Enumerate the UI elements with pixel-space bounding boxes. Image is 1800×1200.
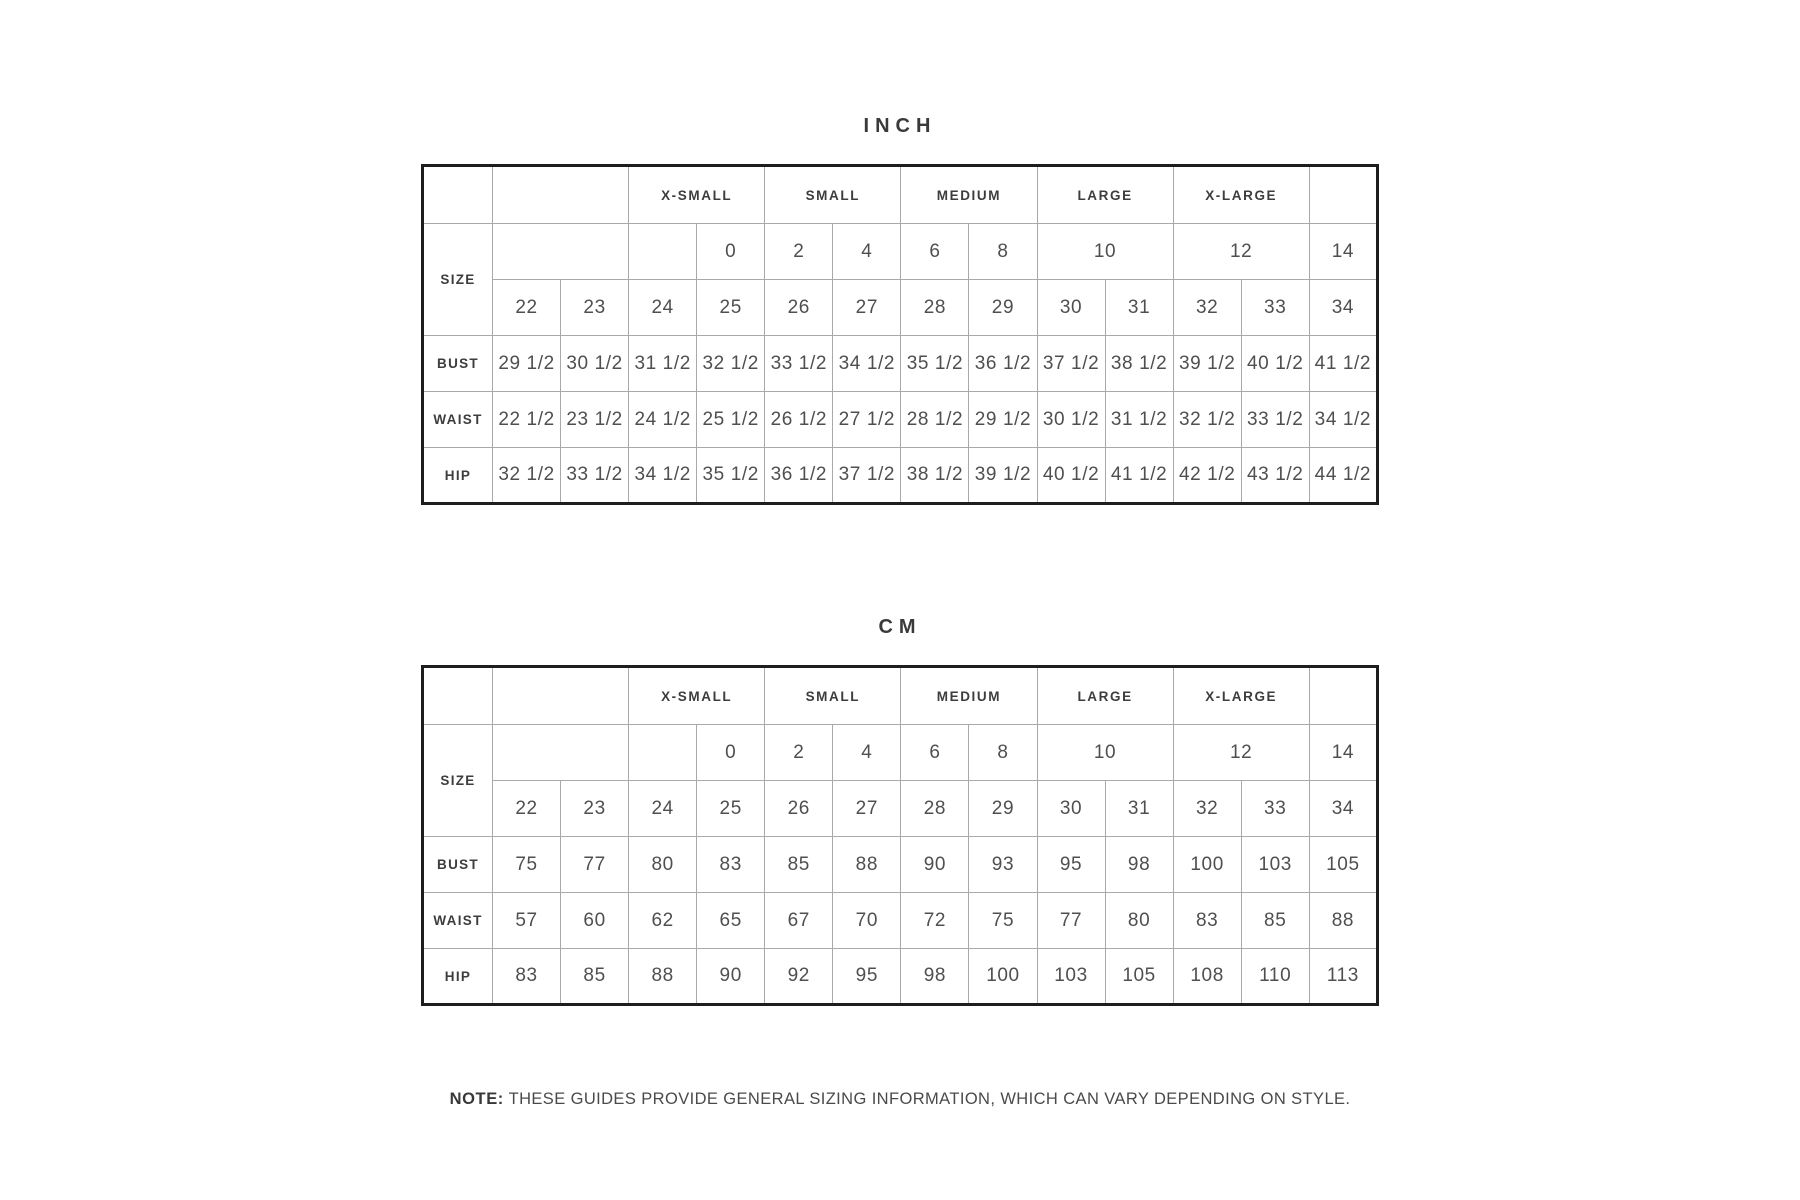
group-header-small: SMALL <box>765 667 901 725</box>
note-label: NOTE: <box>449 1090 504 1108</box>
us-size-spacer <box>629 224 697 280</box>
measurement-cell: 62 <box>629 893 697 949</box>
group-header-x-large: X-LARGE <box>1173 667 1309 725</box>
row-label-waist: WAIST <box>423 893 493 949</box>
measurement-cell: 32 1/2 <box>697 336 765 392</box>
measurement-cell: 37 1/2 <box>1037 336 1105 392</box>
intl-size-cell: 34 <box>1309 781 1377 837</box>
intl-size-cell: 32 <box>1173 781 1241 837</box>
us-size-cell: 12 <box>1173 725 1309 781</box>
intl-size-cell: 27 <box>833 280 901 336</box>
measurement-cell: 67 <box>765 893 833 949</box>
measurement-cell: 43 1/2 <box>1241 448 1309 504</box>
group-header-spacer <box>493 166 629 224</box>
measurement-cell: 88 <box>1309 893 1377 949</box>
measurement-cell: 108 <box>1173 949 1241 1005</box>
measurement-cell: 40 1/2 <box>1037 448 1105 504</box>
measurement-cell: 34 1/2 <box>1309 392 1377 448</box>
intl-size-cell: 33 <box>1241 781 1309 837</box>
group-header-spacer <box>1309 667 1377 725</box>
us-size-cell: 14 <box>1309 725 1377 781</box>
measurement-cell: 22 1/2 <box>493 392 561 448</box>
measurement-cell: 65 <box>697 893 765 949</box>
measurement-cell: 92 <box>765 949 833 1005</box>
measurement-cell: 57 <box>493 893 561 949</box>
intl-size-cell: 32 <box>1173 280 1241 336</box>
measurement-cell: 95 <box>1037 837 1105 893</box>
measurement-cell: 75 <box>493 837 561 893</box>
measurement-cell: 85 <box>1241 893 1309 949</box>
measurement-cell: 34 1/2 <box>833 336 901 392</box>
measurement-cell: 93 <box>969 837 1037 893</box>
measurement-cell: 42 1/2 <box>1173 448 1241 504</box>
us-size-cell: 8 <box>969 224 1037 280</box>
us-size-spacer <box>493 725 629 781</box>
measurement-cell: 33 1/2 <box>561 448 629 504</box>
intl-size-cell: 31 <box>1105 280 1173 336</box>
measurement-cell: 32 1/2 <box>1173 392 1241 448</box>
measurement-cell: 70 <box>833 893 901 949</box>
measurement-cell: 105 <box>1105 949 1173 1005</box>
measurement-cell: 103 <box>1037 949 1105 1005</box>
us-size-cell: 6 <box>901 224 969 280</box>
measurement-cell: 40 1/2 <box>1241 336 1309 392</box>
measurement-cell: 35 1/2 <box>697 448 765 504</box>
size-row-label: SIZE <box>423 725 493 837</box>
group-header-medium: MEDIUM <box>901 166 1037 224</box>
measurement-cell: 32 1/2 <box>493 448 561 504</box>
intl-size-cell: 22 <box>493 280 561 336</box>
us-size-cell: 0 <box>697 224 765 280</box>
measurement-cell: 85 <box>765 837 833 893</box>
measurement-cell: 110 <box>1241 949 1309 1005</box>
inch-section <box>0 0 1800 505</box>
measurement-cell: 31 1/2 <box>629 336 697 392</box>
measurement-cell: 88 <box>833 837 901 893</box>
measurement-cell: 38 1/2 <box>901 448 969 504</box>
measurement-cell: 27 1/2 <box>833 392 901 448</box>
intl-size-cell: 24 <box>629 280 697 336</box>
measurement-cell: 35 1/2 <box>901 336 969 392</box>
measurement-cell: 77 <box>561 837 629 893</box>
measurement-cell: 30 1/2 <box>561 336 629 392</box>
cm-size-table <box>421 665 1379 1006</box>
us-size-cell: 2 <box>765 725 833 781</box>
row-label-hip: HIP <box>423 949 493 1005</box>
row-label-hip: HIP <box>423 448 493 504</box>
cm-table-title: CM <box>878 616 922 638</box>
measurement-cell: 26 1/2 <box>765 392 833 448</box>
measurement-cell: 41 1/2 <box>1309 336 1377 392</box>
row-label-waist: WAIST <box>423 392 493 448</box>
group-header-x-small: X-SMALL <box>629 667 765 725</box>
intl-size-cell: 26 <box>765 280 833 336</box>
measurement-cell: 60 <box>561 893 629 949</box>
measurement-cell: 80 <box>629 837 697 893</box>
measurement-cell: 83 <box>493 949 561 1005</box>
intl-size-cell: 22 <box>493 781 561 837</box>
intl-size-cell: 24 <box>629 781 697 837</box>
us-size-cell: 14 <box>1309 224 1377 280</box>
intl-size-cell: 28 <box>901 781 969 837</box>
us-size-cell: 10 <box>1037 224 1173 280</box>
measurement-cell: 39 1/2 <box>1173 336 1241 392</box>
row-label-bust: BUST <box>423 837 493 893</box>
cm-section <box>0 613 1800 1006</box>
intl-size-cell: 25 <box>697 280 765 336</box>
group-header-large: LARGE <box>1037 667 1173 725</box>
intl-size-cell: 25 <box>697 781 765 837</box>
intl-size-cell: 34 <box>1309 280 1377 336</box>
measurement-cell: 98 <box>901 949 969 1005</box>
measurement-cell: 98 <box>1105 837 1173 893</box>
table-corner-cell <box>423 667 493 725</box>
intl-size-cell: 23 <box>561 280 629 336</box>
group-header-large: LARGE <box>1037 166 1173 224</box>
measurement-cell: 80 <box>1105 893 1173 949</box>
inch-table-title: INCH <box>863 115 937 137</box>
measurement-cell: 103 <box>1241 837 1309 893</box>
measurement-cell: 34 1/2 <box>629 448 697 504</box>
measurement-cell: 88 <box>629 949 697 1005</box>
group-header-spacer <box>493 667 629 725</box>
measurement-cell: 29 1/2 <box>969 392 1037 448</box>
row-label-bust: BUST <box>423 336 493 392</box>
measurement-cell: 33 1/2 <box>1241 392 1309 448</box>
us-size-spacer <box>629 725 697 781</box>
intl-size-cell: 26 <box>765 781 833 837</box>
group-header-x-small: X-SMALL <box>629 166 765 224</box>
measurement-cell: 24 1/2 <box>629 392 697 448</box>
measurement-cell: 38 1/2 <box>1105 336 1173 392</box>
measurement-cell: 29 1/2 <box>493 336 561 392</box>
intl-size-cell: 29 <box>969 280 1037 336</box>
note-body: THESE GUIDES PROVIDE GENERAL SIZING INFORMATION, WHICH CAN VARY DEPENDING ON STYLE. <box>503 1090 1351 1108</box>
measurement-cell: 100 <box>969 949 1037 1005</box>
measurement-cell: 83 <box>1173 893 1241 949</box>
measurement-cell: 113 <box>1309 949 1377 1005</box>
intl-size-cell: 29 <box>969 781 1037 837</box>
measurement-cell: 31 1/2 <box>1105 392 1173 448</box>
measurement-cell: 36 1/2 <box>969 336 1037 392</box>
measurement-cell: 75 <box>969 893 1037 949</box>
measurement-cell: 36 1/2 <box>765 448 833 504</box>
intl-size-cell: 30 <box>1037 280 1105 336</box>
measurement-cell: 37 1/2 <box>833 448 901 504</box>
measurement-cell: 41 1/2 <box>1105 448 1173 504</box>
group-header-small: SMALL <box>765 166 901 224</box>
measurement-cell: 100 <box>1173 837 1241 893</box>
us-size-cell: 0 <box>697 725 765 781</box>
us-size-cell: 8 <box>969 725 1037 781</box>
intl-size-cell: 28 <box>901 280 969 336</box>
group-header-spacer <box>1309 166 1377 224</box>
us-size-cell: 4 <box>833 224 901 280</box>
us-size-cell: 12 <box>1173 224 1309 280</box>
measurement-cell: 28 1/2 <box>901 392 969 448</box>
intl-size-cell: 30 <box>1037 781 1105 837</box>
measurement-cell: 105 <box>1309 837 1377 893</box>
group-header-medium: MEDIUM <box>901 667 1037 725</box>
us-size-cell: 6 <box>901 725 969 781</box>
us-size-cell: 2 <box>765 224 833 280</box>
measurement-cell: 23 1/2 <box>561 392 629 448</box>
table-corner-cell <box>423 166 493 224</box>
measurement-cell: 95 <box>833 949 901 1005</box>
measurement-cell: 72 <box>901 893 969 949</box>
intl-size-cell: 23 <box>561 781 629 837</box>
note-text <box>0 1088 1800 1110</box>
measurement-cell: 30 1/2 <box>1037 392 1105 448</box>
intl-size-cell: 33 <box>1241 280 1309 336</box>
measurement-cell: 85 <box>561 949 629 1005</box>
measurement-cell: 25 1/2 <box>697 392 765 448</box>
measurement-cell: 77 <box>1037 893 1105 949</box>
us-size-spacer <box>493 224 629 280</box>
size-row-label: SIZE <box>423 224 493 336</box>
measurement-cell: 83 <box>697 837 765 893</box>
measurement-cell: 33 1/2 <box>765 336 833 392</box>
measurement-cell: 39 1/2 <box>969 448 1037 504</box>
inch-size-table <box>421 164 1379 505</box>
intl-size-cell: 27 <box>833 781 901 837</box>
measurement-cell: 44 1/2 <box>1309 448 1377 504</box>
measurement-cell: 90 <box>697 949 765 1005</box>
group-header-x-large: X-LARGE <box>1173 166 1309 224</box>
us-size-cell: 10 <box>1037 725 1173 781</box>
us-size-cell: 4 <box>833 725 901 781</box>
measurement-cell: 90 <box>901 837 969 893</box>
intl-size-cell: 31 <box>1105 781 1173 837</box>
